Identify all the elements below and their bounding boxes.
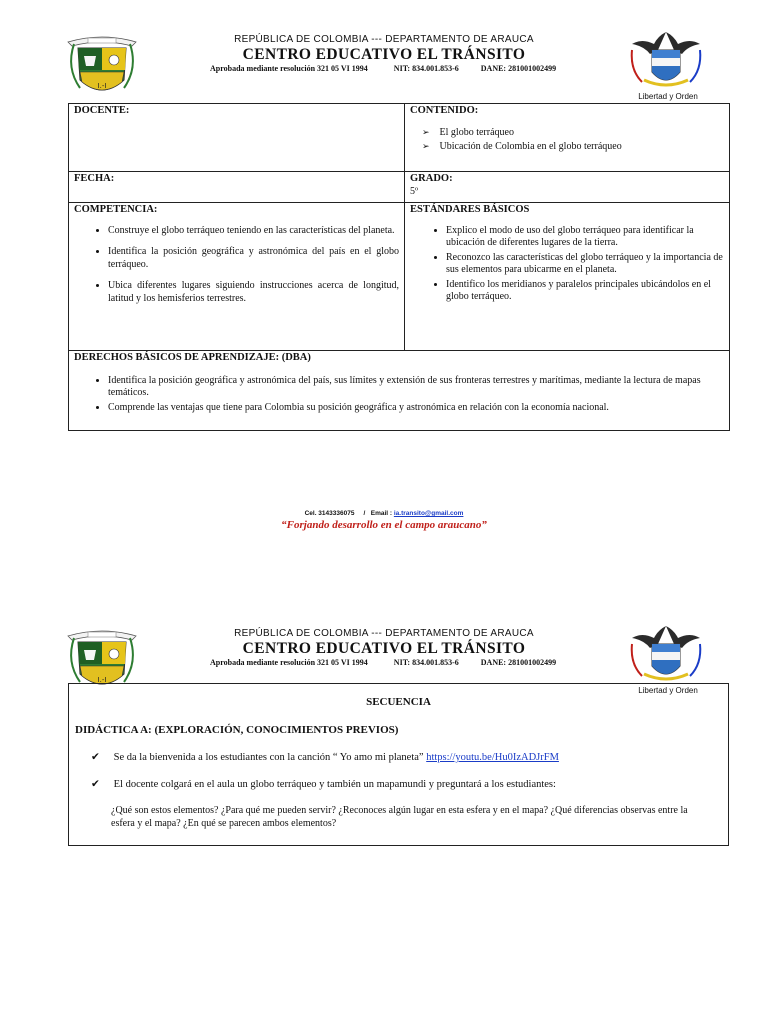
seal-caption: Libertad y Orden xyxy=(638,92,698,101)
list-item: • Explico el modo de uso del globo terráqueo para identificar la ubicación de diferentes lugares de la tierra. xyxy=(446,225,724,250)
docente-cell xyxy=(69,104,405,172)
list-item: ➢ El globo terráqueo xyxy=(422,126,724,140)
table-row xyxy=(69,203,730,351)
school-name-title: CENTRO EDUCATIVO EL TRÁNSITO xyxy=(242,640,526,657)
header-country-line: REPÚBLICA DE COLOMBIA --- DEPARTAMENTO DE ARAUCA xyxy=(234,628,534,639)
fecha-cell xyxy=(69,172,405,203)
list-item xyxy=(91,778,556,790)
dba-cell xyxy=(69,351,730,431)
email-label: Email : xyxy=(370,510,393,517)
page-header-1 xyxy=(0,34,768,104)
competencia-label: COMPETENCIA: xyxy=(74,204,158,215)
dane-text: DANE: 281001002499 xyxy=(480,64,557,73)
list-item: • Ubica diferentes lugares siguiendo instrucciones acerca de longitud, latitud y los hemisferios terrestres. xyxy=(108,280,399,305)
slogan-text: “Forjando desarrollo en el campo araucano” xyxy=(281,519,487,531)
contenido-label: CONTENIDO: xyxy=(410,105,479,116)
dba-list xyxy=(74,375,724,415)
estandares-list xyxy=(410,225,724,304)
youtube-link[interactable]: https://youtu.be/Hu0IzADJrFM xyxy=(426,752,559,763)
svg-text:I.-I: I.-I xyxy=(97,676,107,684)
colombia-coat-of-arms-icon xyxy=(628,30,704,100)
list-item xyxy=(91,751,559,763)
header-country-line: REPÚBLICA DE COLOMBIA --- DEPARTAMENTO DE ARAUCA xyxy=(234,34,534,45)
seal-caption: Libertad y Orden xyxy=(638,686,698,695)
list-item: • Reconozco las características del globo terráqueo y la importancia de sus elementos para ubicarme en el planeta. xyxy=(446,252,724,277)
dane-text: DANE: 281001002499 xyxy=(480,658,557,667)
cel-text: Cel. 3143336075 xyxy=(304,510,355,517)
header-info xyxy=(210,64,556,73)
header-info xyxy=(210,658,556,667)
email-link[interactable]: ia.transito@gmail.com xyxy=(393,510,464,517)
fecha-label: FECHA: xyxy=(74,173,115,184)
list-item: • Identifica la posición geográfica y astronómica del país en el globo terráqueo. xyxy=(108,246,399,271)
sequence-questions: ¿Qué son estos elementos? ¿Para qué me pueden servir? ¿Reconoces algún lugar en esta esfera y en el mapa? ¿Qué diferencias observas entre la esfera y el mapa? ¿En qué se parecen ambos elementos? xyxy=(111,805,688,829)
checkmark-icon: ✔ xyxy=(91,779,100,790)
table-row xyxy=(69,351,730,431)
contenido-list xyxy=(410,126,724,154)
estandares-label: ESTÁNDARES BÁSICOS xyxy=(410,204,530,215)
svg-text:I.-I: I.-I xyxy=(97,82,107,90)
sequence-item-text: Se da la bienvenida a los estudiantes con la canción “ Yo amo mi planeta” xyxy=(113,752,424,763)
contenido-cell xyxy=(405,104,730,172)
list-item: • Construye el globo terráqueo teniendo en las características del planeta. xyxy=(108,225,399,238)
list-item: • Comprende las ventajas que tiene para Colombia su posición geográfica y astronómica en relación con la economía nacional. xyxy=(108,402,724,415)
checkmark-icon: ✔ xyxy=(91,752,100,763)
nit-text: NIT: 834.001.853-6 xyxy=(393,658,459,667)
list-item: • Identifica la posición geográfica y astronómica del país, sus límites y extensión de sus fronteras terrestres y marítimas, mediante la lectura de mapas temáticos. xyxy=(108,375,724,400)
contact-line xyxy=(0,510,768,517)
grado-label: GRADO: xyxy=(410,173,453,184)
sequence-title: SECUENCIA xyxy=(366,696,431,708)
resolution-text: Aprobada mediante resolución 321 05 VI 1994 xyxy=(210,658,368,667)
contact-separator: / xyxy=(363,510,366,517)
competencia-cell xyxy=(69,203,405,351)
grado-value: 5º xyxy=(410,185,419,197)
resolution-text: Aprobada mediante resolución 321 05 VI 1994 xyxy=(210,64,368,73)
sequence-box xyxy=(68,683,729,846)
sequence-item-text: El docente colgará en el aula un globo terráqueo y también un mapamundi y preguntará a los estudiantes: xyxy=(113,779,556,790)
grado-cell xyxy=(405,172,730,203)
list-item: ➢ Ubicación de Colombia en el globo terráqueo xyxy=(422,140,724,154)
list-item: • Identifico los meridianos y paralelos principales ubicándolos en el globo terráqueo. xyxy=(446,279,724,304)
school-name-title: CENTRO EDUCATIVO EL TRÁNSITO xyxy=(242,46,526,63)
page-footer xyxy=(0,510,768,531)
estandares-cell xyxy=(405,203,730,351)
sequence-subtitle: DIDÁCTICA A: (EXPLORACIÓN, CONOCIMIENTOS PREVIOS) xyxy=(75,724,399,736)
dba-label: DERECHOS BÁSICOS DE APRENDIZAJE: (DBA) xyxy=(74,352,311,363)
table-row xyxy=(69,172,730,203)
planning-table xyxy=(68,103,730,431)
docente-label: DOCENTE: xyxy=(74,105,130,116)
competencia-list xyxy=(74,225,399,306)
table-row xyxy=(69,104,730,172)
nit-text: NIT: 834.001.853-6 xyxy=(393,64,459,73)
